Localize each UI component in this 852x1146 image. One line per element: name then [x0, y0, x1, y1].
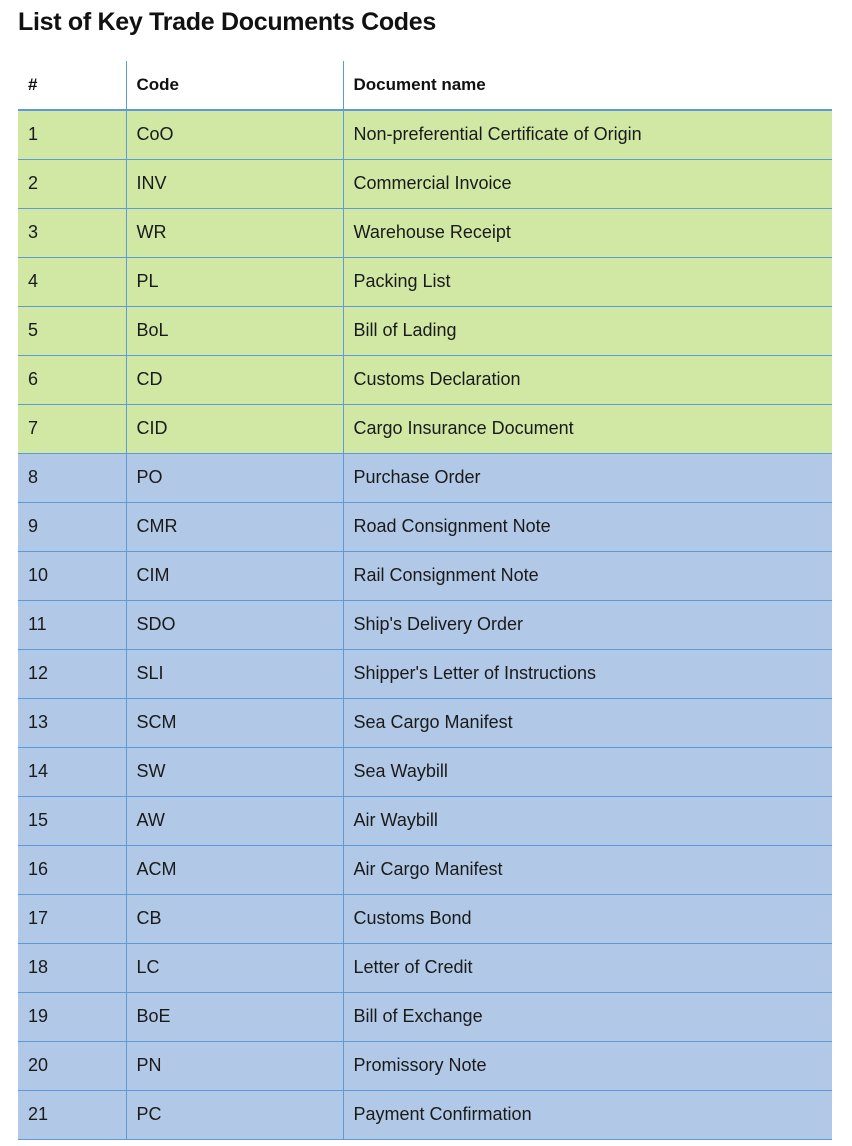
table-row [18, 355, 832, 404]
document-code-cell: INV [126, 159, 343, 208]
document-code-cell: SCM [126, 698, 343, 747]
table-row [18, 943, 832, 992]
row-number-cell: 17 [18, 894, 126, 943]
table-row [18, 1041, 832, 1090]
row-number-cell: 5 [18, 306, 126, 355]
document-name-cell: Sea Cargo Manifest [343, 698, 832, 747]
document-name-cell: Payment Confirmation [343, 1090, 832, 1139]
row-number-cell: 9 [18, 502, 126, 551]
document-code-cell: CoO [126, 110, 343, 159]
row-number-cell: 15 [18, 796, 126, 845]
trade-documents-table [18, 61, 832, 1140]
table-row [18, 796, 832, 845]
document-code-cell: WR [126, 208, 343, 257]
column-header-document-name: Document name [343, 61, 832, 110]
document-name-cell: Customs Bond [343, 894, 832, 943]
table-row [18, 551, 832, 600]
document-name-cell: Bill of Exchange [343, 992, 832, 1041]
table-row [18, 992, 832, 1041]
row-number-cell: 21 [18, 1090, 126, 1139]
row-number-cell: 20 [18, 1041, 126, 1090]
row-number-cell: 19 [18, 992, 126, 1041]
document-code-cell: SW [126, 747, 343, 796]
table-row [18, 649, 832, 698]
document-name-cell: Cargo Insurance Document [343, 404, 832, 453]
document-name-cell: Commercial Invoice [343, 159, 832, 208]
row-number-cell: 8 [18, 453, 126, 502]
table-row [18, 453, 832, 502]
document-name-cell: Sea Waybill [343, 747, 832, 796]
page-title: List of Key Trade Documents Codes [18, 8, 436, 36]
document-name-cell: Promissory Note [343, 1041, 832, 1090]
table-row [18, 208, 832, 257]
document-name-cell: Letter of Credit [343, 943, 832, 992]
document-code-cell: AW [126, 796, 343, 845]
row-number-cell: 1 [18, 110, 126, 159]
row-number-cell: 12 [18, 649, 126, 698]
document-name-cell: Ship's Delivery Order [343, 600, 832, 649]
row-number-cell: 14 [18, 747, 126, 796]
document-name-cell: Purchase Order [343, 453, 832, 502]
document-code-cell: CMR [126, 502, 343, 551]
row-number-cell: 3 [18, 208, 126, 257]
document-code-cell: BoE [126, 992, 343, 1041]
document-code-cell: CB [126, 894, 343, 943]
document-name-cell: Rail Consignment Note [343, 551, 832, 600]
row-number-cell: 16 [18, 845, 126, 894]
row-number-cell: 2 [18, 159, 126, 208]
document-code-cell: PN [126, 1041, 343, 1090]
row-number-cell: 7 [18, 404, 126, 453]
table-row [18, 306, 832, 355]
document-name-cell: Road Consignment Note [343, 502, 832, 551]
row-number-cell: 11 [18, 600, 126, 649]
table-row [18, 110, 832, 159]
header-row [18, 61, 832, 110]
column-header-number: # [18, 61, 126, 110]
document-code-cell: CIM [126, 551, 343, 600]
document-code-cell: SDO [126, 600, 343, 649]
document-code-cell: CD [126, 355, 343, 404]
document-name-cell: Air Waybill [343, 796, 832, 845]
table-row [18, 404, 832, 453]
document-name-cell: Air Cargo Manifest [343, 845, 832, 894]
row-number-cell: 18 [18, 943, 126, 992]
table-row [18, 747, 832, 796]
document-code-cell: LC [126, 943, 343, 992]
document-name-cell: Packing List [343, 257, 832, 306]
table-row [18, 600, 832, 649]
column-header-code: Code [126, 61, 343, 110]
document-code-cell: PO [126, 453, 343, 502]
document-name-cell: Shipper's Letter of Instructions [343, 649, 832, 698]
document-code-cell: BoL [126, 306, 343, 355]
document-code-cell: SLI [126, 649, 343, 698]
document-code-cell: ACM [126, 845, 343, 894]
table-row [18, 698, 832, 747]
document-name-cell: Warehouse Receipt [343, 208, 832, 257]
table-row [18, 159, 832, 208]
table-row [18, 257, 832, 306]
row-number-cell: 13 [18, 698, 126, 747]
document-name-cell: Bill of Lading [343, 306, 832, 355]
document-name-cell: Non-preferential Certificate of Origin [343, 110, 832, 159]
table-row [18, 1090, 832, 1139]
table-row [18, 845, 832, 894]
document-code-cell: CID [126, 404, 343, 453]
document-name-cell: Customs Declaration [343, 355, 832, 404]
row-number-cell: 10 [18, 551, 126, 600]
document-code-cell: PL [126, 257, 343, 306]
table-body [18, 110, 832, 1139]
table-row [18, 502, 832, 551]
row-number-cell: 6 [18, 355, 126, 404]
row-number-cell: 4 [18, 257, 126, 306]
table-row [18, 894, 832, 943]
document-code-cell: PC [126, 1090, 343, 1139]
